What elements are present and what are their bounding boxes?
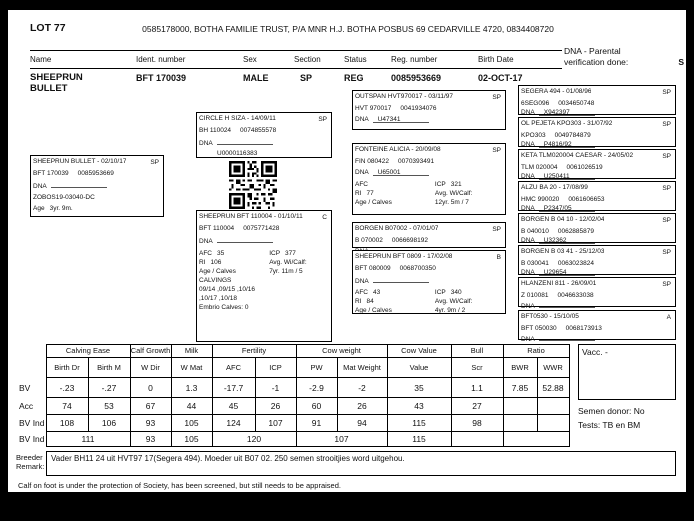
pedigree-box-ggp-3 [518,149,676,179]
ri-label: RI [199,259,206,266]
footnote: Calf on foot is under the protection of Society, has been screened, but still needs to be appraised. [18,481,341,490]
col-ident-number: Ident. number [136,55,186,64]
subhead-birth-dr: Birth Dr [46,358,88,378]
bv-ind-group-cell: 115 [387,432,451,447]
bv-ind-cell: 94 [337,415,387,432]
animal-reg: 0034650748 [558,100,595,107]
bv-cell: 0 [130,378,171,398]
animal-reg: 0063023824 [557,260,594,267]
animal-title: OL PEJETA KPO303 - 31/07/92 [521,120,613,127]
animal-id: BFT 050030 [521,325,557,332]
animal-title: BORGEN B 04 10 - 12/02/04 [521,216,605,223]
dna-value [539,333,595,341]
animal-id: FIN 080422 [355,158,389,165]
age-calves-value: 12yr. 5m / 7 [434,199,469,206]
dna-label: DNA [199,238,213,245]
age-calves-label: Age / Calves [199,268,236,275]
animal-id: B 070002 [355,237,383,244]
acc-cell: 45 [212,398,255,415]
dna-label: DNA [355,169,369,176]
subhead-birth-m: Birth M [88,358,130,378]
bv-cell: -1 [255,378,296,398]
animal-reg: 0046633038 [557,292,594,299]
section-flag: SP [492,147,501,154]
dna-value [217,235,273,243]
group-cow-value: Cow Value [387,345,451,358]
ri-label: RI [355,190,362,197]
dna-value: U47341 [373,115,429,123]
bv-ind-cell: 105 [171,415,212,432]
dna-value [373,275,429,283]
age-value: 3yr. 9m. [49,205,73,212]
group-calving-ease: Calving Ease [46,345,130,358]
subhead-scr: Scr [451,358,503,378]
dna-value [51,180,107,188]
dna-label: DNA [521,109,535,116]
bv-ind-cell: 115 [387,415,451,432]
dna-note-line2: verification done: [564,57,629,67]
col-section: Section [294,55,321,64]
animal-id: BFT 170039 [33,170,69,177]
bv-ind-group-cell: 111 [46,432,130,447]
acc-cell: 53 [88,398,130,415]
acc-cell: 60 [296,398,337,415]
vaccination-box [578,344,676,400]
row-label-bv: BV [19,382,31,393]
section-flag: SP [492,94,501,101]
acc-cell: 26 [255,398,296,415]
dna-verification-note [564,46,684,68]
subhead-w-dir: W Dir [130,358,171,378]
ri-value: 106 [210,259,222,266]
dna-value: P2347/05 [539,204,595,212]
group-milk: Milk [171,345,212,358]
afc-label: AFC [199,250,212,257]
dna-label: DNA [521,173,535,180]
subhead-mat-weight: Mat Weight [337,358,387,378]
icp-value: 340 [450,289,462,296]
bv-cell: 1.1 [451,378,503,398]
dna-value: U29654 [539,268,595,276]
animal-id: BH 110024 [199,127,232,134]
acc-cell: 27 [451,398,503,415]
animal-id: B 040010 [521,228,549,235]
pedigree-box-subject [30,155,164,217]
section-flag: SP [662,153,671,160]
animal-title: SHEEPRUN BFT 110004 - 01/10/11 [199,213,303,220]
owner-line: 0585178000, BOTHA FAMILIE TRUST, P/A MNR H.J. BOTHA POSBUS 69 CEDARVILLE 4720, 0834408720 [142,24,554,34]
section-value: SP [300,73,313,83]
calvings-label: CALVINGS [199,277,232,284]
col-reg-number: Reg. number [391,55,438,64]
bv-ind-group-cell: 107 [296,432,387,447]
bv-ind-cell: 91 [296,415,337,432]
animal-reg: 0075771428 [243,225,280,232]
dna-value: P4816/92 [539,140,595,148]
animal-id: TLM 020004 [521,164,558,171]
bv-ind-group-cell-empty [451,432,503,447]
animal-reg: 0068173913 [565,325,602,332]
dna-label: DNA [521,141,535,148]
animal-id: BFT 080009 [355,265,391,272]
animal-reg: 0049784879 [554,132,591,139]
pedigree-box-dam [196,210,332,342]
subhead-afc: AFC [212,358,255,378]
subhead-pw: PW [296,358,337,378]
animal-reg: 0066698192 [391,237,428,244]
animal-reg: 0061026519 [566,164,603,171]
dna-label: DNA [521,269,535,276]
dna-code: ZOBOS19-03040-DC [33,194,95,201]
section-flag: A [666,314,671,321]
animal-title: HLANZENI 811 - 26/09/01 [521,280,597,287]
animal-title: FONTEINE ALICIA - 20/09/08 [355,146,441,153]
animal-id: HMC 990020 [521,196,560,203]
section-flag: SP [492,226,501,233]
avg-wicalf-label: Avg. Wi/Calf: [269,259,307,266]
qr-code [229,161,277,209]
animal-title: CIRCLE H SIZA - 14/09/11 [199,115,276,122]
breeder-remark-box [46,451,676,476]
group-bull: Bull [451,345,503,358]
pedigree-box-ggp-8 [518,310,676,343]
bv-ind-group-cell: 105 [171,432,212,447]
animal-title: SHEEPRUN BULLET - 02/10/17 [33,158,127,165]
pedigree-box-sire [196,112,332,158]
dna-underline [217,137,273,145]
bv-cell: 52.88 [537,378,569,398]
dna-value: U65001 [373,168,429,176]
acc-cell-empty [503,398,537,415]
pedigree-box-ggp-5 [518,213,676,243]
col-birth-date: Birth Date [478,55,514,64]
spacer-cell [18,345,46,358]
pedigree-box-gp-1 [352,90,506,130]
animal-reg: 0061606653 [568,196,605,203]
pedigree-box-ggp-2 [518,117,676,147]
animal-reg: 0062885879 [557,228,594,235]
section-flag: SP [662,249,671,256]
dna-value [539,300,595,308]
dna-value: U0000116383 [217,150,258,157]
subhead-w-mat: W Mat [171,358,212,378]
acc-cell: 44 [171,398,212,415]
bv-ind-cell: 98 [451,415,503,432]
icp-label: ICP [269,250,281,257]
ri-label: RI [355,298,362,305]
section-flag: B [496,254,501,261]
age-calves-label: Age / Calves [355,199,392,206]
dna-label: DNA [521,205,535,212]
row-label-bv-ind: BV Ind [19,434,45,444]
semen-donor-text: Semen donor: No [578,406,645,416]
subhead-wwr: WWR [537,358,569,378]
avg-wicalf-label: Avg. Wi/Calf: [434,298,473,305]
acc-cell: 74 [46,398,88,415]
breeder-remark-label: Breeder Remark: [16,453,45,471]
acc-cell: 26 [337,398,387,415]
section-flag: SP [662,121,671,128]
dna-value: U32362 [539,236,595,244]
reg-number-value: 0085953669 [391,73,442,83]
animal-id: KPO303 [521,132,546,139]
row-label-bv-ind: BV Ind [19,418,45,428]
icp-value: 377 [285,250,296,257]
ident-number-value: BFT 170039 [136,73,187,83]
breeding-values-table [18,344,570,447]
bv-cell: -.23 [46,378,88,398]
bv-ind-group-cell: 93 [130,432,171,447]
col-name: Name [30,55,52,64]
animal-title: SHEEPRUN BFT 0809 - 17/02/08 [355,253,453,260]
section-flag: SP [150,159,159,166]
ri-value: 77 [366,190,374,197]
sex-value: MALE [243,73,269,83]
bv-ind-group-cell: 120 [212,432,296,447]
section-flag: SP [662,217,671,224]
section-flag: SP [318,116,327,123]
subhead-value: Value [387,358,451,378]
col-sex: Sex [243,55,257,64]
animal-reg: 0041934076 [400,105,437,112]
pedigree-box-ggp-6 [518,245,676,275]
status-value: REG [344,73,364,83]
animal-name-value: SHEEPRUN BULLET [30,72,83,94]
dna-label: DNA [521,303,535,310]
animal-reg: 0068700350 [399,265,436,272]
calvings-line1: 09/14 ,09/15 ,10/16 [199,286,256,293]
animal-title: SEGERA 494 - 01/08/96 [521,88,592,95]
age-calves-value: 4yr. 9m / 2 [434,307,466,314]
bv-ind-cell: 124 [212,415,255,432]
bv-ind-cell-empty [503,415,537,432]
afc-value: 43 [373,289,381,296]
bv-ind-cell: 93 [130,415,171,432]
group-fertility: Fertility [212,345,296,358]
acc-cell: 43 [387,398,451,415]
catalog-page [8,10,686,492]
lot-number: LOT 77 [30,22,66,34]
subhead-bwr: BWR [503,358,537,378]
dna-label: DNA [355,278,369,285]
age-label: Age [33,205,45,212]
col-status: Status [344,55,367,64]
icp-value: 321 [450,181,462,188]
afc-value: 35 [217,250,225,257]
icp-label: ICP [434,289,446,296]
dna-verification-flag: S [678,57,684,67]
bv-cell: 7.85 [503,378,537,398]
animal-title: BFT0530 - 15/10/05 [521,313,579,320]
subhead-icp: ICP [255,358,296,378]
group-ratio: Ratio [503,345,569,358]
animal-reg: 0074855578 [240,127,277,134]
section-flag: SP [662,281,671,288]
pedigree-box-ggp-7 [518,277,676,310]
avg-wicalf-label: Avg. Wi/Calf: [434,190,473,197]
row-label-acc: Acc [19,401,34,411]
tests-text: Tests: TB en BM [578,420,641,430]
section-flag: SP [662,89,671,96]
bv-ind-cell: 108 [46,415,88,432]
dna-value: U250411 [539,172,595,180]
qr-code-graphic [229,161,277,209]
header-divider-top [30,50,562,51]
section-flag: C [322,214,327,221]
pedigree-box-ggp-1 [518,85,676,115]
afc-label: AFC [355,289,368,296]
animal-title: KETA TLM020004 CAESAR - 24/05/02 [521,152,634,159]
dna-label: DNA [521,336,535,343]
bv-ind-cell-empty [537,415,569,432]
calvings-line2: ,10/17 ,10/18 [199,295,237,302]
bv-cell: -2.9 [296,378,337,398]
animal-id: Z 010081 [521,292,549,299]
animal-id: BFT 110004 [199,225,235,232]
pedigree-box-ggp-4 [518,181,676,211]
bv-cell: -17.7 [212,378,255,398]
group-cow-weight: Cow weight [296,345,387,358]
header-divider-bottom [30,68,562,69]
bv-ind-cell: 107 [255,415,296,432]
bv-cell: -.27 [88,378,130,398]
dna-note-line1: DNA - Parental [564,46,621,56]
dna-label: DNA [199,140,213,147]
embrio-calves: Embrio Calves: 0 [199,304,249,311]
animal-reg: 0085953669 [77,170,114,177]
animal-title: ALZU BA 20 - 17/08/99 [521,184,588,191]
age-calves-value: 7yr. 11m / 5 [269,268,303,275]
age-calves-label: Age / Calves [355,307,392,314]
group-calf-growth: Calf Growth [130,345,171,358]
pedigree-box-gp-3 [352,222,506,248]
animal-id: B 030041 [521,260,549,267]
section-flag: SP [662,185,671,192]
afc-label: AFC [355,181,368,188]
pedigree-box-gp-2 [352,143,506,215]
spacer-cell [18,358,46,378]
bv-cell: 1.3 [171,378,212,398]
icp-label: ICP [434,181,446,188]
bv-ind-cell: 106 [88,415,130,432]
animal-title: BORGEN B07002 - 07/01/07 [355,225,439,232]
birth-date-value: 02-OCT-17 [478,73,523,83]
vaccination-text: Vacc. - [582,347,608,357]
acc-cell-empty [537,398,569,415]
dna-label: DNA [355,116,369,123]
animal-reg: 0070393491 [397,158,435,165]
bv-cell: 35 [387,378,451,398]
bv-cell: -2 [337,378,387,398]
dna-value: X942397 [539,108,595,116]
acc-cell: 67 [130,398,171,415]
bv-ind-group-cell-empty [503,432,569,447]
animal-id: 6SEG096 [521,100,550,107]
animal-id: HVT 970017 [355,105,392,112]
animal-title: OUTSPAN HVT970017 - 03/11/97 [355,93,454,100]
pedigree-box-gp-4 [352,250,506,314]
dna-label: DNA [521,237,535,244]
animal-title: BORGEN B 03 41 - 25/12/03 [521,248,605,255]
breeder-remark-text: Vader BH11 24 uit HVT97 17(Segera 494). Moeder uit B07 02. 250 semen strooitjies word uitgehou. [51,454,405,463]
dna-label: DNA [33,183,47,190]
ri-value: 84 [366,298,374,305]
